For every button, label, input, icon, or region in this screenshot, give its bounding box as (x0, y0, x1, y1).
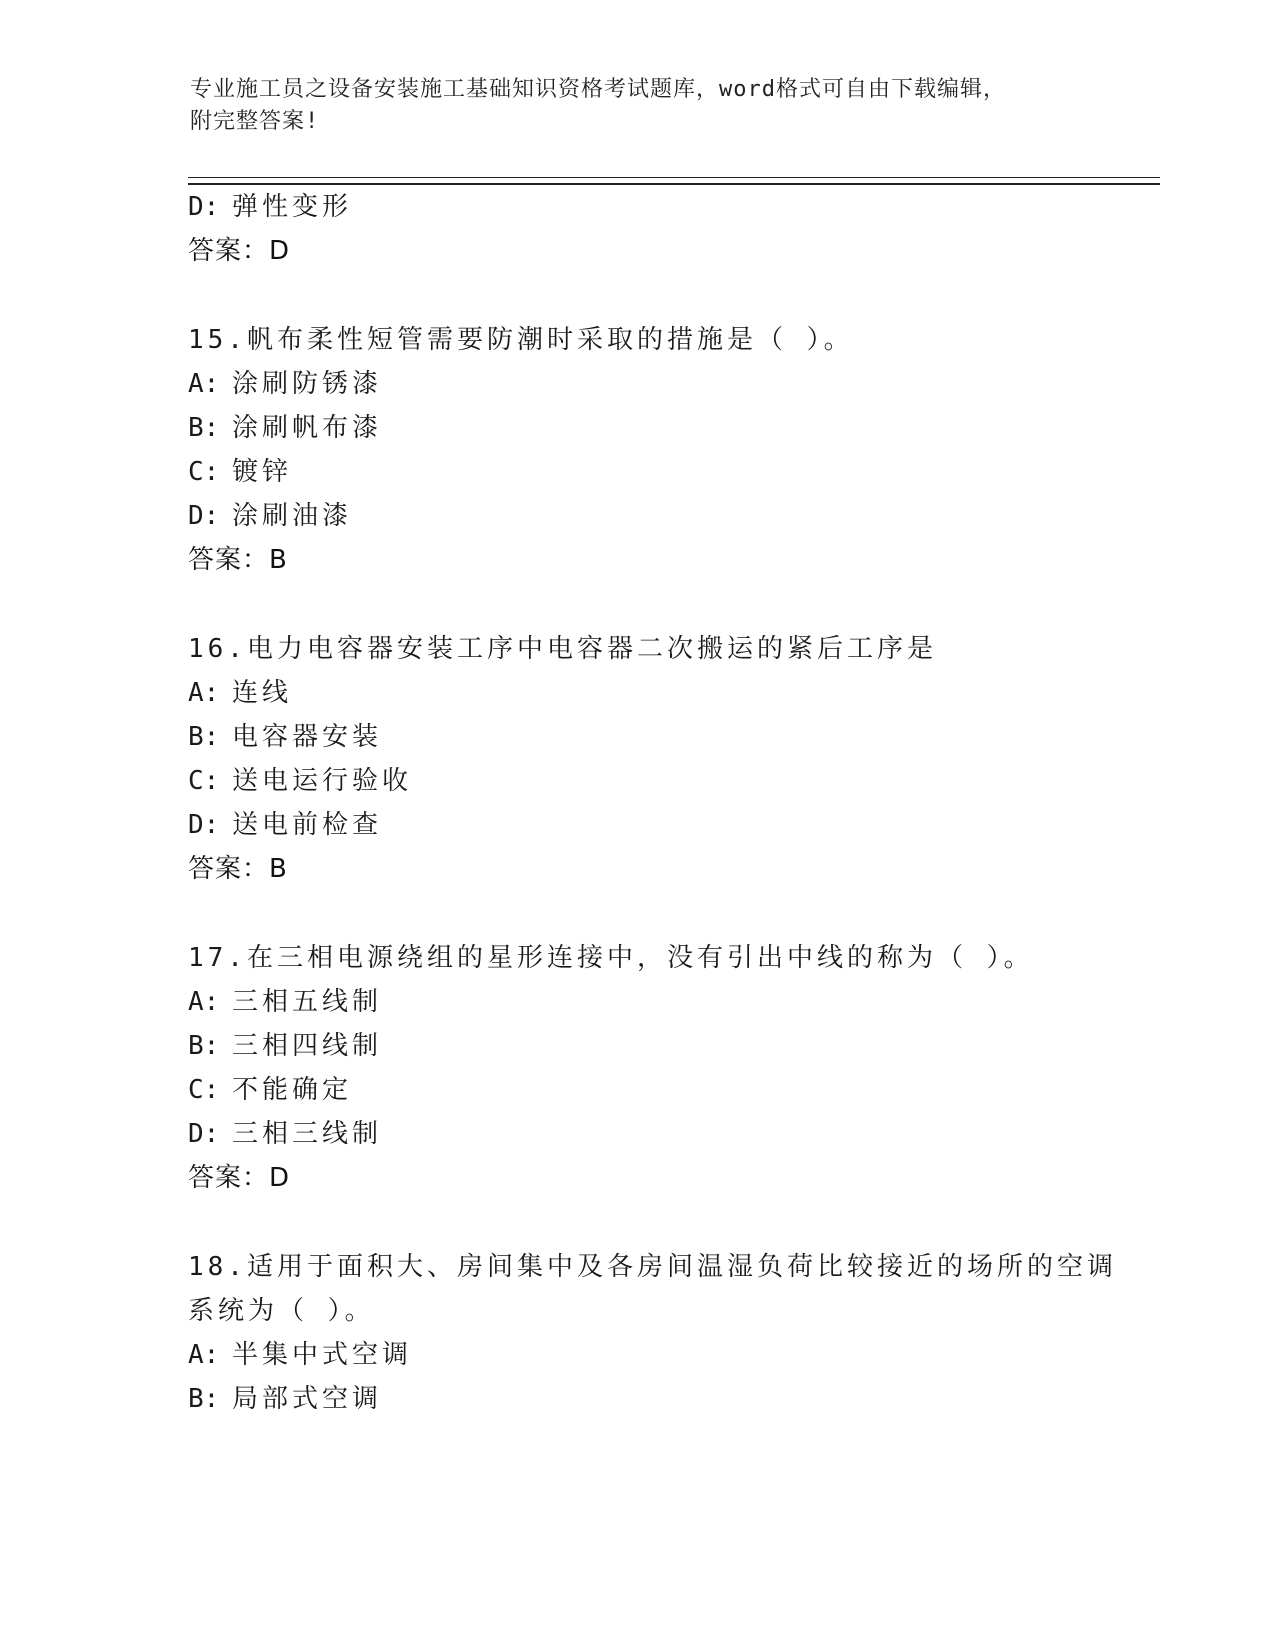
option-letter: D: (188, 1119, 220, 1149)
header-line-2: 附完整答案! (190, 109, 320, 134)
q17-option-a (188, 985, 382, 1019)
option-letter: B: (188, 1031, 220, 1061)
q15-answer: 答案：B (188, 545, 288, 575)
q17-answer: 答案：D (188, 1163, 291, 1193)
option-text: 送电前检查 (232, 810, 383, 840)
q17-option-c (188, 1073, 352, 1107)
option-letter: B: (188, 413, 220, 443)
q18-stem-line-2: 系统为（ ）。 (188, 1296, 375, 1326)
q14-answer: 答案：D (188, 236, 291, 266)
option-text: 涂刷防锈漆 (232, 369, 383, 399)
option-text: 涂刷帆布漆 (232, 413, 383, 443)
option-letter: B: (188, 722, 220, 752)
option-letter: C: (188, 457, 220, 487)
page-header (190, 74, 1090, 138)
q16-option-c (188, 764, 412, 798)
q17-option-b (188, 1029, 382, 1063)
option-text: 弹性变形 (232, 192, 353, 222)
option-letter: B: (188, 1384, 220, 1414)
q16-option-a (188, 676, 292, 710)
option-letter: A: (188, 1340, 220, 1370)
q18-stem-line-1: 18.适用于面积大、房间集中及各房间温湿负荷比较接近的场所的空调 (188, 1252, 1117, 1282)
q18-option-b (188, 1382, 382, 1416)
option-letter: A: (188, 987, 220, 1017)
q18-option-a (188, 1338, 412, 1372)
option-text: 不能确定 (232, 1075, 353, 1105)
q15-option-d (188, 499, 352, 533)
q15-option-a (188, 367, 382, 401)
option-text: 三相五线制 (232, 987, 383, 1017)
option-letter: C: (188, 766, 220, 796)
q16-option-b (188, 720, 382, 754)
option-letter: D: (188, 501, 220, 531)
option-text: 半集中式空调 (232, 1340, 413, 1370)
option-letter: A: (188, 678, 220, 708)
option-text: 电容器安装 (232, 722, 383, 752)
option-text: 涂刷油漆 (232, 501, 353, 531)
option-text: 镀锌 (232, 457, 293, 487)
option-letter: A: (188, 369, 220, 399)
q17-option-d (188, 1117, 382, 1151)
q16-option-d (188, 808, 382, 842)
q15-option-b (188, 411, 382, 445)
q15-option-c (188, 455, 292, 489)
q16-answer: 答案：B (188, 854, 288, 884)
header-divider (188, 177, 1160, 185)
option-letter: C: (188, 1075, 220, 1105)
option-text: 三相三线制 (232, 1119, 383, 1149)
q17-stem: 17.在三相电源绕组的星形连接中，没有引出中线的称为（ ）。 (188, 943, 1034, 973)
q15-stem: 15.帆布柔性短管需要防潮时采取的措施是（ ）。 (188, 325, 854, 355)
option-letter: D: (188, 192, 220, 222)
q14-option-d (188, 190, 352, 224)
header-line-1: 专业施工员之设备安装施工基础知识资格考试题库，word格式可自由下载编辑， (190, 77, 1006, 102)
q16-stem: 16.电力电容器安装工序中电容器二次搬运的紧后工序是 (188, 634, 937, 664)
option-text: 送电运行验收 (232, 766, 413, 796)
option-text: 三相四线制 (232, 1031, 383, 1061)
option-text: 连线 (232, 678, 293, 708)
option-text: 局部式空调 (232, 1384, 383, 1414)
option-letter: D: (188, 810, 220, 840)
